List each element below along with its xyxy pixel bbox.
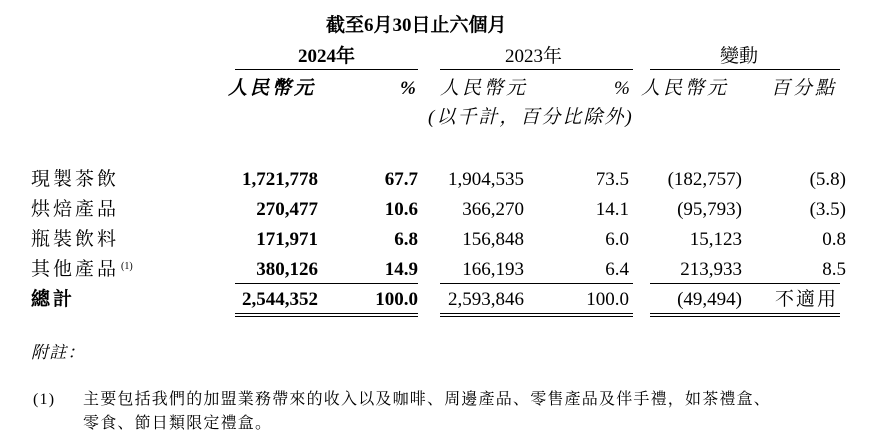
year-2024-header: 2024年 bbox=[298, 46, 356, 67]
total-rmb-2024: 2,544,352 bbox=[242, 289, 318, 310]
total-label: 總計 bbox=[31, 289, 76, 310]
row-label: 現製茶飲 bbox=[31, 169, 120, 190]
row-label bbox=[31, 260, 133, 279]
cell-change-pts: (5.8) bbox=[809, 169, 846, 190]
rule-change bbox=[650, 69, 840, 70]
note-text-line1: 主要包括我們的加盟業務帶來的收入以及咖啡、周邊產品、零售產品及伴手禮，如茶禮盒、 bbox=[83, 391, 772, 408]
total-pct-2023: 100.0 bbox=[586, 289, 629, 310]
footnote-ref: (1) bbox=[121, 261, 133, 272]
cell-pct-2023: 6.0 bbox=[605, 229, 629, 250]
cell-change-pts: 0.8 bbox=[822, 229, 846, 250]
note-marker: (1) bbox=[33, 391, 56, 408]
col-rmb-2024: 人民幣元 bbox=[228, 78, 317, 99]
cell-change-rmb: (95,793) bbox=[677, 199, 742, 220]
total-change-pts: 不適用 bbox=[774, 289, 838, 310]
change-header: 變動 bbox=[720, 46, 759, 67]
cell-rmb-2023: 1,904,535 bbox=[448, 169, 524, 190]
double-rule-2024-a bbox=[235, 313, 418, 314]
cell-pct-2024: 14.9 bbox=[384, 259, 418, 280]
cell-rmb-2023: 366,270 bbox=[462, 199, 524, 220]
col-pct-2023: % bbox=[614, 78, 630, 99]
total-rule-2023 bbox=[440, 283, 633, 284]
cell-rmb-2024: 1,721,778 bbox=[242, 169, 318, 190]
cell-pct-2024: 10.6 bbox=[384, 199, 418, 220]
cell-change-pts: (3.5) bbox=[809, 199, 846, 220]
cell-rmb-2024: 380,126 bbox=[256, 259, 318, 280]
cell-change-pts: 8.5 bbox=[822, 259, 846, 280]
rule-2023 bbox=[440, 69, 633, 70]
cell-pct-2023: 14.1 bbox=[595, 199, 629, 220]
row-label: 瓶裝飲料 bbox=[31, 229, 120, 250]
col-rmb-change: 人民幣元 bbox=[641, 78, 730, 99]
cell-pct-2023: 6.4 bbox=[605, 259, 629, 280]
cell-pct-2024: 6.8 bbox=[394, 229, 418, 250]
col-pct-2024: % bbox=[400, 78, 416, 99]
double-rule-2023-b bbox=[440, 316, 633, 317]
total-change-rmb: (49,494) bbox=[677, 289, 742, 310]
cell-change-rmb: 213,933 bbox=[680, 259, 742, 280]
col-rmb-2023: 人民幣元 bbox=[440, 78, 529, 99]
total-rmb-2023: 2,593,846 bbox=[448, 289, 524, 310]
rule-2024 bbox=[235, 69, 418, 70]
year-2023-header: 2023年 bbox=[505, 46, 563, 67]
notes-heading: 附註： bbox=[31, 343, 86, 362]
total-rule-change bbox=[650, 283, 840, 284]
cell-rmb-2024: 270,477 bbox=[256, 199, 318, 220]
double-rule-change-b bbox=[650, 316, 840, 317]
cell-pct-2024: 67.7 bbox=[384, 169, 418, 190]
note-text-line2: 零食、節日類限定禮盒。 bbox=[83, 415, 273, 432]
row-label-text: 其他產品 bbox=[31, 259, 120, 280]
cell-pct-2023: 73.5 bbox=[595, 169, 629, 190]
total-pct-2024: 100.0 bbox=[375, 289, 418, 310]
double-rule-2024-b bbox=[235, 316, 418, 317]
period-title: 截至6月30日止六個月 bbox=[326, 15, 507, 36]
cell-rmb-2023: 156,848 bbox=[462, 229, 524, 250]
unit-note: (以千計，百分比除外) bbox=[428, 107, 634, 128]
col-pct-points: 百分點 bbox=[771, 78, 838, 99]
row-label: 烘焙產品 bbox=[31, 199, 120, 220]
cell-rmb-2024: 171,971 bbox=[256, 229, 318, 250]
cell-rmb-2023: 166,193 bbox=[462, 259, 524, 280]
double-rule-2023-a bbox=[440, 313, 633, 314]
total-rule-2024 bbox=[235, 283, 418, 284]
cell-change-rmb: (182,757) bbox=[667, 169, 742, 190]
cell-change-rmb: 15,123 bbox=[689, 229, 742, 250]
double-rule-change-a bbox=[650, 313, 840, 314]
